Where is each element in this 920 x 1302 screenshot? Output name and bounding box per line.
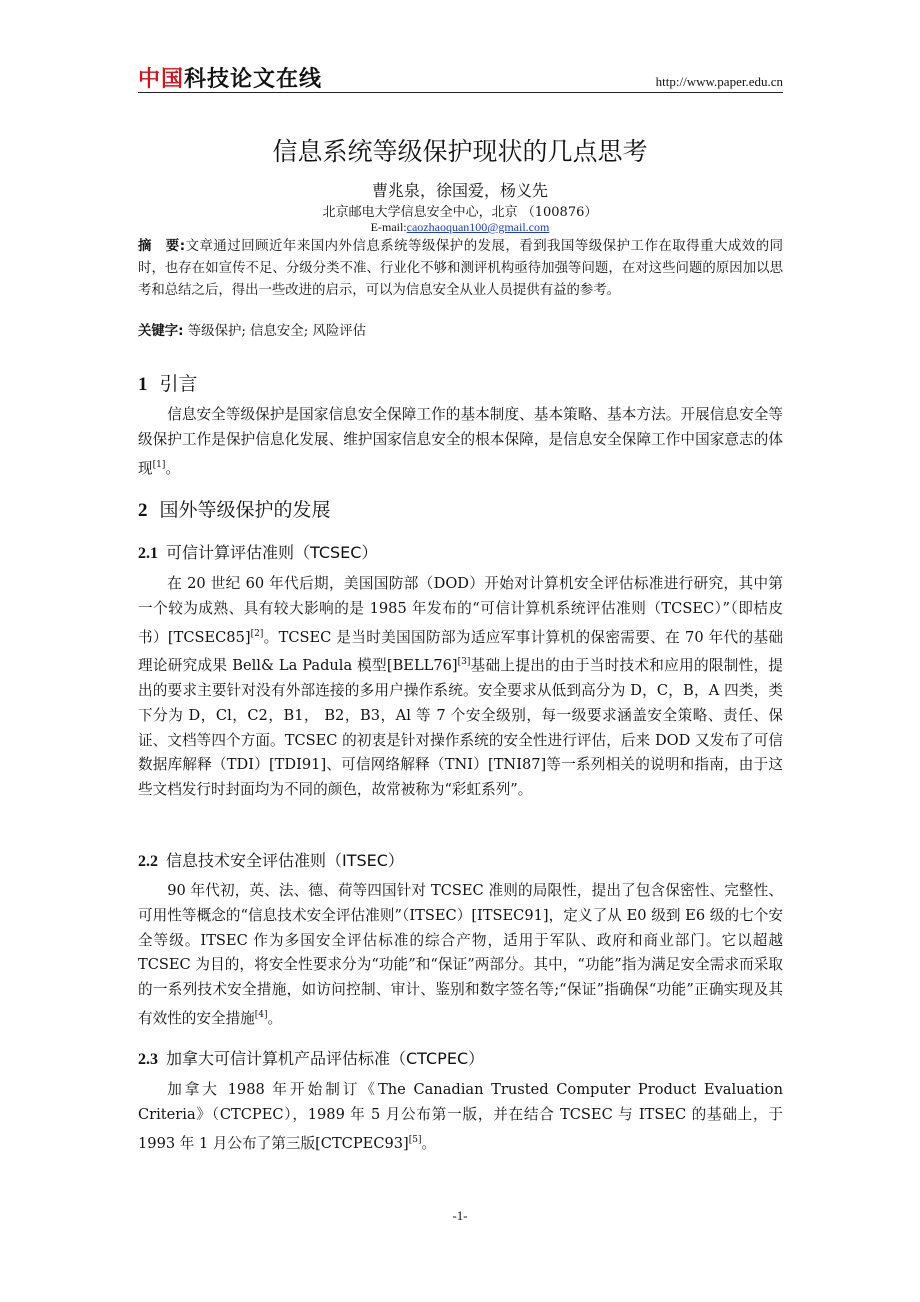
subsection-number: 2.2 [138,853,158,870]
logo-black-text: 科技论文在线 [184,67,323,92]
paragraph-text: 。 [165,459,180,477]
paragraph-itsec [138,879,783,1032]
citation: [4] [254,1009,268,1020]
subsection-title: 信息技术安全评估准则（ITSEC） [166,851,404,870]
paragraph-text: 加拿大 1988 年开始制订《The Canadian Trusted Computer Product Evaluation Criteria》（CTCPEC），1989 年 5 月公布第一版，并在结合 TCSEC 与 ITSEC 的基础上，于 1993 年 1 月公布了第三版[CTCPEC93] [138,1081,783,1152]
subsection-heading-2-2 [138,848,404,871]
site-logo [138,62,322,93]
paper-affiliation: 北京邮电大学信息安全中心，北京 （100876） [322,205,598,220]
citation: [5] [408,1134,422,1145]
email-link[interactable]: caozhaoquan100@gmail.com [406,220,550,234]
citation: [2] [250,628,264,639]
paragraph-text: 。TCSEC 是当时美国国防部为适应军事计算机的保密需要、在 70 年代的基础理论研究成果 Bell& La Padula 模型[BELL76] [138,628,783,675]
abstract-text: 文章通过回顾近年来国内外信息系统等级保护的发展，看到我国等级保护工作在取得重大成效的同时，也存在如宣传不足、分级分类不准、行业化不够和测评机构亟待加强等问题，在对这些问题的原因加以思考和总结之后，得出一些改进的启示，可以为信息安全从业人员提供有益的参考。 [138,239,783,298]
citation: [1] [152,459,166,470]
paragraph-ctcpec [138,1078,783,1156]
page-number: -1- [452,1208,468,1223]
logo-red-text: 中国 [138,67,185,92]
paper-title: 信息系统等级保护现状的几点思考 [272,137,648,166]
paragraph-tcsec [138,572,783,803]
paragraph-text: 基础上提出的由于当时技术和应用的限制性，提出的要求主要针对没有外部连接的多用户操作系统。安全要求从低到高分为 D，C，B，A 四类，类下分为 D，Cl，C2，B1， B2，B3，Al 等 7 个安全级别，每一级要求涵盖安全策略、责任、保证、文档等四个方面。TCSEC 的初衷是针对操作系统的安全性进行评估，后来 DOD 又发布了可信数据库解释（TDI）[TDI91]、可信网络解释（TNI）[TNI87]等一系列相关的说明和指南，由于这些文档发行时封面均为不同的颜色，故常被称为“彩虹系列”。 [138,657,783,799]
abstract-label: 摘 要: [138,239,186,254]
section-title: 引言 [159,373,198,395]
author-email [0,220,920,235]
paragraph-text: 。 [267,1009,283,1027]
paragraph-text: 信息安全等级保护是国家信息安全保障工作的基本制度、基本策略、基本方法。开展信息安全等级保护工作是保护信息化发展、维护国家信息安全的根本保障，是信息安全保障工作中国家意志的体现 [138,406,783,477]
section-number: 1 [138,374,148,395]
subsection-heading-2-1 [138,540,377,563]
site-url: http://www.paper.edu.cn [655,74,783,89]
subsection-heading-2-3 [138,1046,484,1069]
subsection-title: 加拿大可信计算机产品评估标准（CTCPEC） [166,1049,485,1068]
paper-authors: 曹兆泉，徐国爱，杨义先 [371,181,548,200]
subsection-number: 2.1 [138,545,158,562]
section-heading-1 [138,369,198,396]
email-prefix: E-mail: [370,220,407,234]
section-number: 2 [138,500,148,521]
citation: [3] [457,657,471,668]
page-header [138,58,783,93]
keywords-label: 关键字: [138,324,184,339]
paragraph-text: 在 20 世纪 60 年代后期，美国国防部（DOD）开始对计算机安全评估标准进行研究，其中第一个较为成熟、具有较大影响的是 1985 年发布的“可信计算机系统评估准则（TCSEC）”（即桔皮书）[TCSEC85] [138,575,783,646]
section-title: 国外等级保护的发展 [159,499,331,521]
section-heading-2 [138,495,331,522]
paragraph-text: 。 [421,1134,437,1152]
subsection-title: 可信计算评估准则（TCSEC） [166,543,378,562]
paragraph-intro [138,403,783,481]
abstract [138,236,783,302]
keywords-text: 等级保护; 信息安全; 风险评估 [187,324,367,339]
subsection-number: 2.3 [138,1051,158,1068]
paragraph-text: 90 年代初，英、法、德、荷等四国针对 TCSEC 准则的局限性，提出了包含保密性、完整性、可用性等概念的“信息技术安全评估准则”（ITSEC）[ITSEC91]，定义了从 E0 级到 E6 级的七个安全等级。ITSEC 作为多国安全评估标准的综合产物，适用于军队、政府和商业部门。它以超越 TCSEC 为目的，将安全性要求分为“功能”和“保证”两部分。其中，“功能”指为满足安全需求而采取的一系列技术安全措施，如访问控制、审计、鉴别和数字签名等;“保证”指确保“功能”正确实现及其有效性的安全措施 [138,882,783,1027]
keywords [138,322,783,342]
